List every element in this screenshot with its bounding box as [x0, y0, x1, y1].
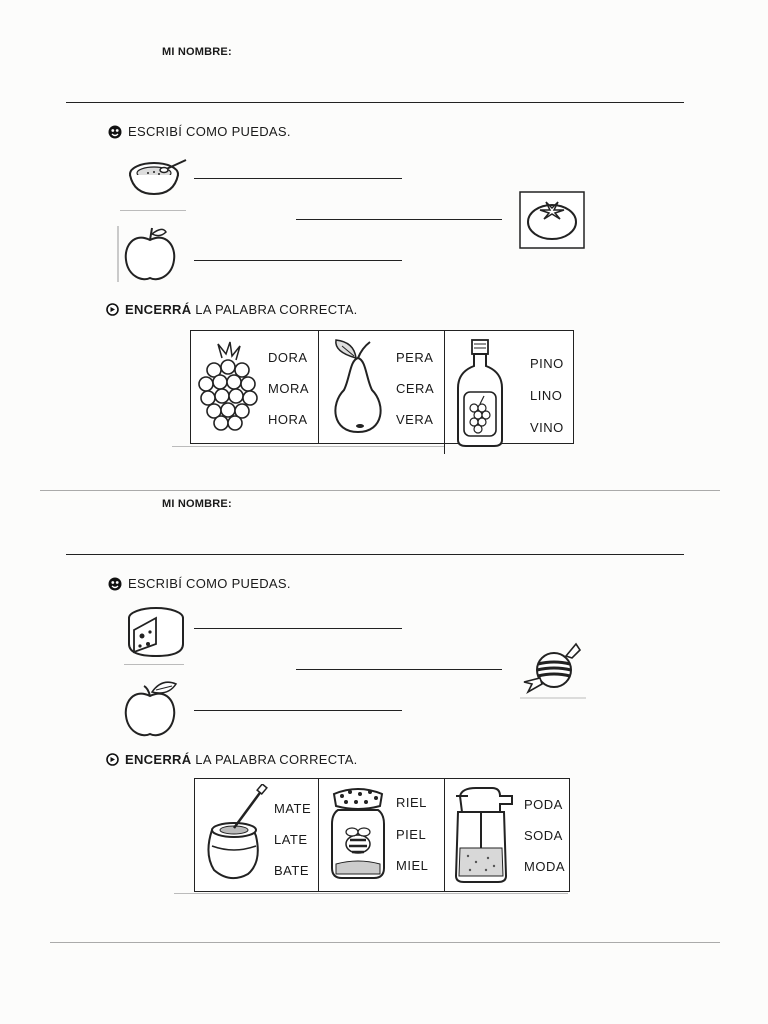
- answer-line-3[interactable]: [296, 669, 502, 670]
- name-label: MI NOMBRE:: [162, 46, 232, 58]
- option-word[interactable]: DORA: [268, 350, 308, 365]
- answer-line-1[interactable]: [194, 628, 402, 629]
- circle-instruction-bold: ENCERRÁ: [125, 302, 192, 317]
- candy-icon: [520, 640, 590, 702]
- option-word[interactable]: MODA: [524, 859, 565, 874]
- option-word[interactable]: VINO: [530, 420, 564, 435]
- tomato-icon: [518, 190, 586, 250]
- pear-icon: [324, 338, 390, 436]
- answer-line-3[interactable]: [296, 219, 502, 220]
- option-word[interactable]: CERA: [396, 381, 435, 396]
- option-word[interactable]: PODA: [524, 797, 563, 812]
- smiley-icon: [108, 125, 122, 139]
- wine-bottle-icon: [452, 336, 508, 450]
- bowl-icon: [124, 154, 190, 198]
- answer-line-2[interactable]: [194, 710, 402, 711]
- answer-line-1[interactable]: [194, 178, 402, 179]
- option-word[interactable]: LINO: [530, 388, 563, 403]
- name-line[interactable]: [66, 102, 684, 103]
- apple-icon: [118, 678, 184, 740]
- circle-instruction-rest: LA PALABRA CORRECTA.: [191, 302, 358, 317]
- option-word[interactable]: SODA: [524, 828, 563, 843]
- smiley-icon: [108, 577, 122, 591]
- option-word[interactable]: MIEL: [396, 858, 429, 873]
- option-word[interactable]: MATE: [274, 801, 312, 816]
- write-instruction-text: ESCRIBÍ COMO PUEDAS.: [128, 124, 291, 139]
- soda-siphon-icon: [448, 782, 518, 886]
- option-word[interactable]: PERA: [396, 350, 434, 365]
- pointer-circle-icon: [106, 753, 119, 766]
- option-word[interactable]: MORA: [268, 381, 309, 396]
- name-line[interactable]: [66, 554, 684, 555]
- cheese-icon: [124, 604, 186, 660]
- mate-gourd-icon: [200, 784, 270, 884]
- name-label: MI NOMBRE:: [162, 498, 232, 510]
- option-word[interactable]: LATE: [274, 832, 308, 847]
- option-word[interactable]: PINO: [530, 356, 564, 371]
- pointer-circle-icon: [106, 303, 119, 316]
- answer-line-2[interactable]: [194, 260, 402, 261]
- apple-icon: [116, 224, 184, 286]
- option-word[interactable]: HORA: [268, 412, 308, 427]
- option-word[interactable]: RIEL: [396, 795, 427, 810]
- option-word[interactable]: PIEL: [396, 827, 427, 842]
- write-instruction: [108, 576, 291, 591]
- option-word[interactable]: BATE: [274, 863, 309, 878]
- circle-instruction-rest: LA PALABRA CORRECTA.: [191, 752, 358, 767]
- circle-instruction-bold: ENCERRÁ: [125, 752, 192, 767]
- circle-instruction: [106, 752, 358, 767]
- circle-instruction: [106, 302, 358, 317]
- honey-jar-icon: [328, 784, 388, 882]
- write-instruction: [108, 124, 291, 139]
- write-instruction-text: ESCRIBÍ COMO PUEDAS.: [128, 576, 291, 591]
- option-word[interactable]: VERA: [396, 412, 434, 427]
- blackberry-icon: [194, 340, 264, 436]
